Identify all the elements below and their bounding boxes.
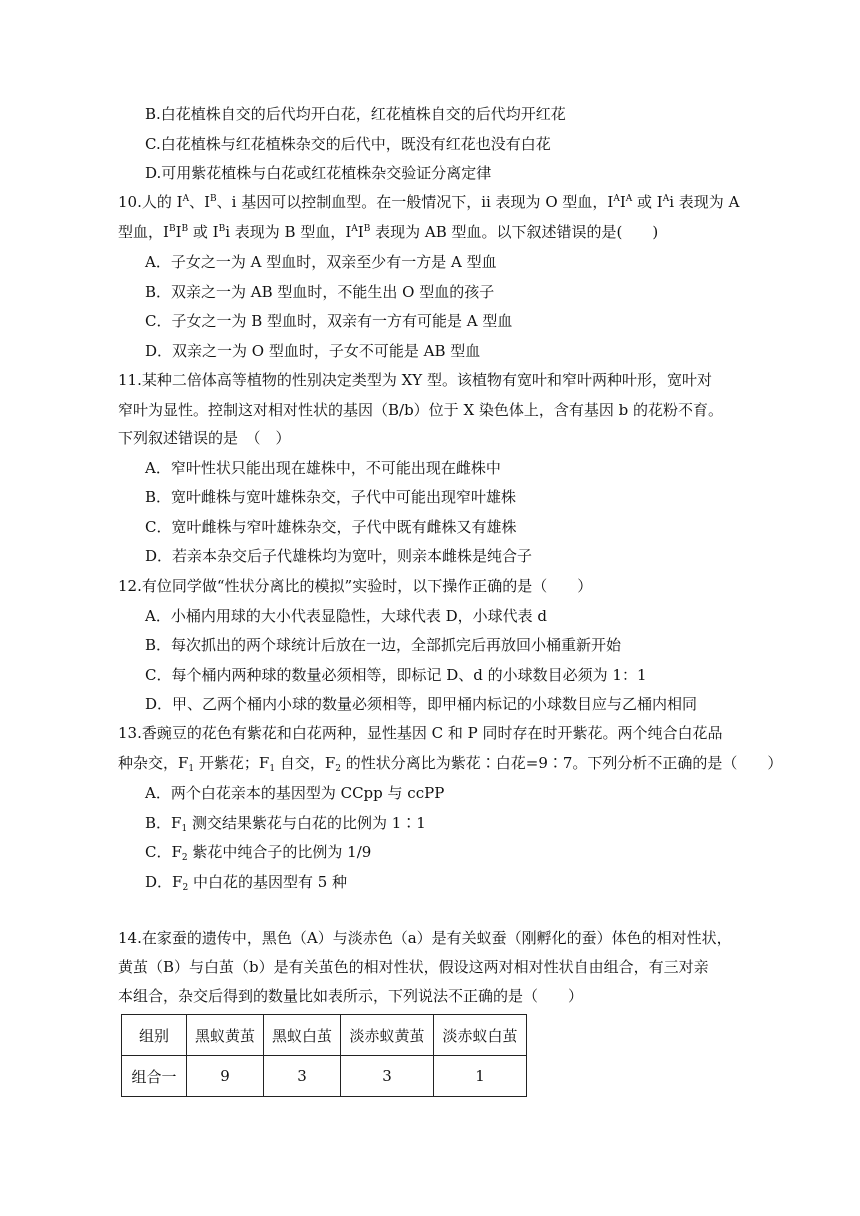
- question-11-option-c: C．宽叶雌株与窄叶雄株杂交，子代中既有雌株又有雄株: [145, 518, 517, 536]
- table-header-cell: 黑蚁黄茧: [187, 1015, 264, 1056]
- question-13-stem-line-1: 13.香豌豆的花色有紫花和白花两种，显性基因 C 和 P 同时存在时开紫花。两个纯合白花品: [118, 724, 723, 742]
- question-11-option-b: B．宽叶雌株与宽叶雄株杂交，子代中可能出现窄叶雄株: [145, 488, 517, 506]
- silkworm-ratio-table: [121, 1014, 527, 1097]
- table-row: [122, 1056, 527, 1097]
- table-cell: 3: [264, 1056, 341, 1097]
- question-14-stem-line-3: 本组合，杂交后得到的数量比如表所示，下列说法不正确的是（ ）: [118, 987, 584, 1005]
- question-13-option-a: A．两个白花亲本的基因型为 CCpp 与 ccPP: [145, 784, 445, 802]
- table-cell: 9: [187, 1056, 264, 1097]
- question-10-option-a: A．子女之一为 A 型血时，双亲至少有一方是 A 型血: [145, 253, 497, 271]
- question-13-option-b: B．$F_1$ 测交结果紫花与白花的比例为 1∶1: [145, 814, 426, 834]
- table-cell: 组合一: [122, 1056, 187, 1097]
- question-11-stem-line-3: 下列叙述错误的是 （ ）: [118, 429, 291, 447]
- table-header-cell: 黑蚁白茧: [264, 1015, 341, 1056]
- question-10-option-c: C．子女之一为 B 型血时，双亲有一方有可能是 A 型血: [145, 312, 513, 330]
- option-line: B.白花植株自交的后代均开白花，红花植株自交的后代均开红花: [145, 105, 566, 123]
- option-line: C.白花植株与红花植株杂交的后代中，既没有红花也没有白花: [145, 135, 551, 153]
- question-12-option-b: B．每次抓出的两个球统计后放在一边，全部抓完后再放回小桶重新开始: [145, 636, 622, 654]
- question-10-option-d: D．双亲之一为 O 型血时，子女不可能是 AB 型血: [145, 342, 481, 360]
- question-10-stem-line-1: 10.人的 $I^A$、$I^B$、i 基因可以控制血型。在一般情况下，ii 表现为 O 型血，$I^AI^A$ 或 $I^Ai$ 表现为 A: [118, 193, 740, 211]
- table-cell: 1: [434, 1056, 527, 1097]
- question-13-option-d: D．$F_2$ 中白花的基因型有 5 种: [145, 873, 348, 893]
- table-header-cell: 淡赤蚁黄茧: [341, 1015, 434, 1056]
- table-cell: 3: [341, 1056, 434, 1097]
- question-12-option-d: D．甲、乙两个桶内小球的数量必须相等，即甲桶内标记的小球数目应与乙桶内相同: [145, 695, 698, 713]
- question-14-stem-line-1: 14.在家蚕的遗传中，黑色（A）与淡赤色（a）是有关蚁蚕（刚孵化的蚕）体色的相对性状，: [118, 929, 732, 947]
- table-header-cell: 淡赤蚁白茧: [434, 1015, 527, 1056]
- option-line: D.可用紫花植株与白花或红花植株杂交验证分离定律: [145, 164, 492, 182]
- question-13-stem-line-2: 种杂交，$F_1$ 开紫花；$F_1$ 自交，$F_2$ 的性状分离比为紫花∶白花=9∶7。下列分析不正确的是（ ）: [118, 754, 783, 774]
- question-10-option-b: B．双亲之一为 AB 型血时，不能生出 O 型血的孩子: [145, 283, 495, 301]
- question-12-stem: 12.有位同学做“性状分离比的模拟”实验时，以下操作正确的是（ ）: [118, 577, 593, 595]
- question-10-stem-line-2: 型血，$I^BI^B$ 或 $I^Bi$ 表现为 B 型血，$I^AI^B$ 表现为 AB 型血。以下叙述错误的是( ): [118, 223, 659, 241]
- question-14-stem-line-2: 黄茧（B）与白茧（b）是有关茧色的相对性状，假设这两对相对性状自由组合，有三对亲: [118, 958, 709, 976]
- question-11-option-d: D．若亲本杂交后子代雄株均为宽叶，则亲本雌株是纯合子: [145, 547, 533, 565]
- question-11-stem-line-1: 11.某种二倍体高等植物的性别决定类型为 XY 型。该植物有宽叶和窄叶两种叶形，宽叶对: [118, 371, 712, 389]
- table-header-cell: 组别: [122, 1015, 187, 1056]
- table-header-row: [122, 1015, 527, 1056]
- question-11-option-a: A．窄叶性状只能出现在雄株中，不可能出现在雌株中: [145, 459, 501, 477]
- question-11-stem-line-2: 窄叶为显性。控制这对相对性状的基因（B/b）位于 X 染色体上，含有基因 b 的花粉不育。: [118, 401, 724, 419]
- question-12-option-a: A．小桶内用球的大小代表显隐性，大球代表 D，小球代表 d: [145, 607, 547, 625]
- question-12-option-c: C．每个桶内两种球的数量必须相等，即标记 D、d 的小球数目必须为 1：1: [145, 666, 647, 684]
- question-13-option-c: C．$F_2$ 紫花中纯合子的比例为 1/9: [145, 843, 372, 863]
